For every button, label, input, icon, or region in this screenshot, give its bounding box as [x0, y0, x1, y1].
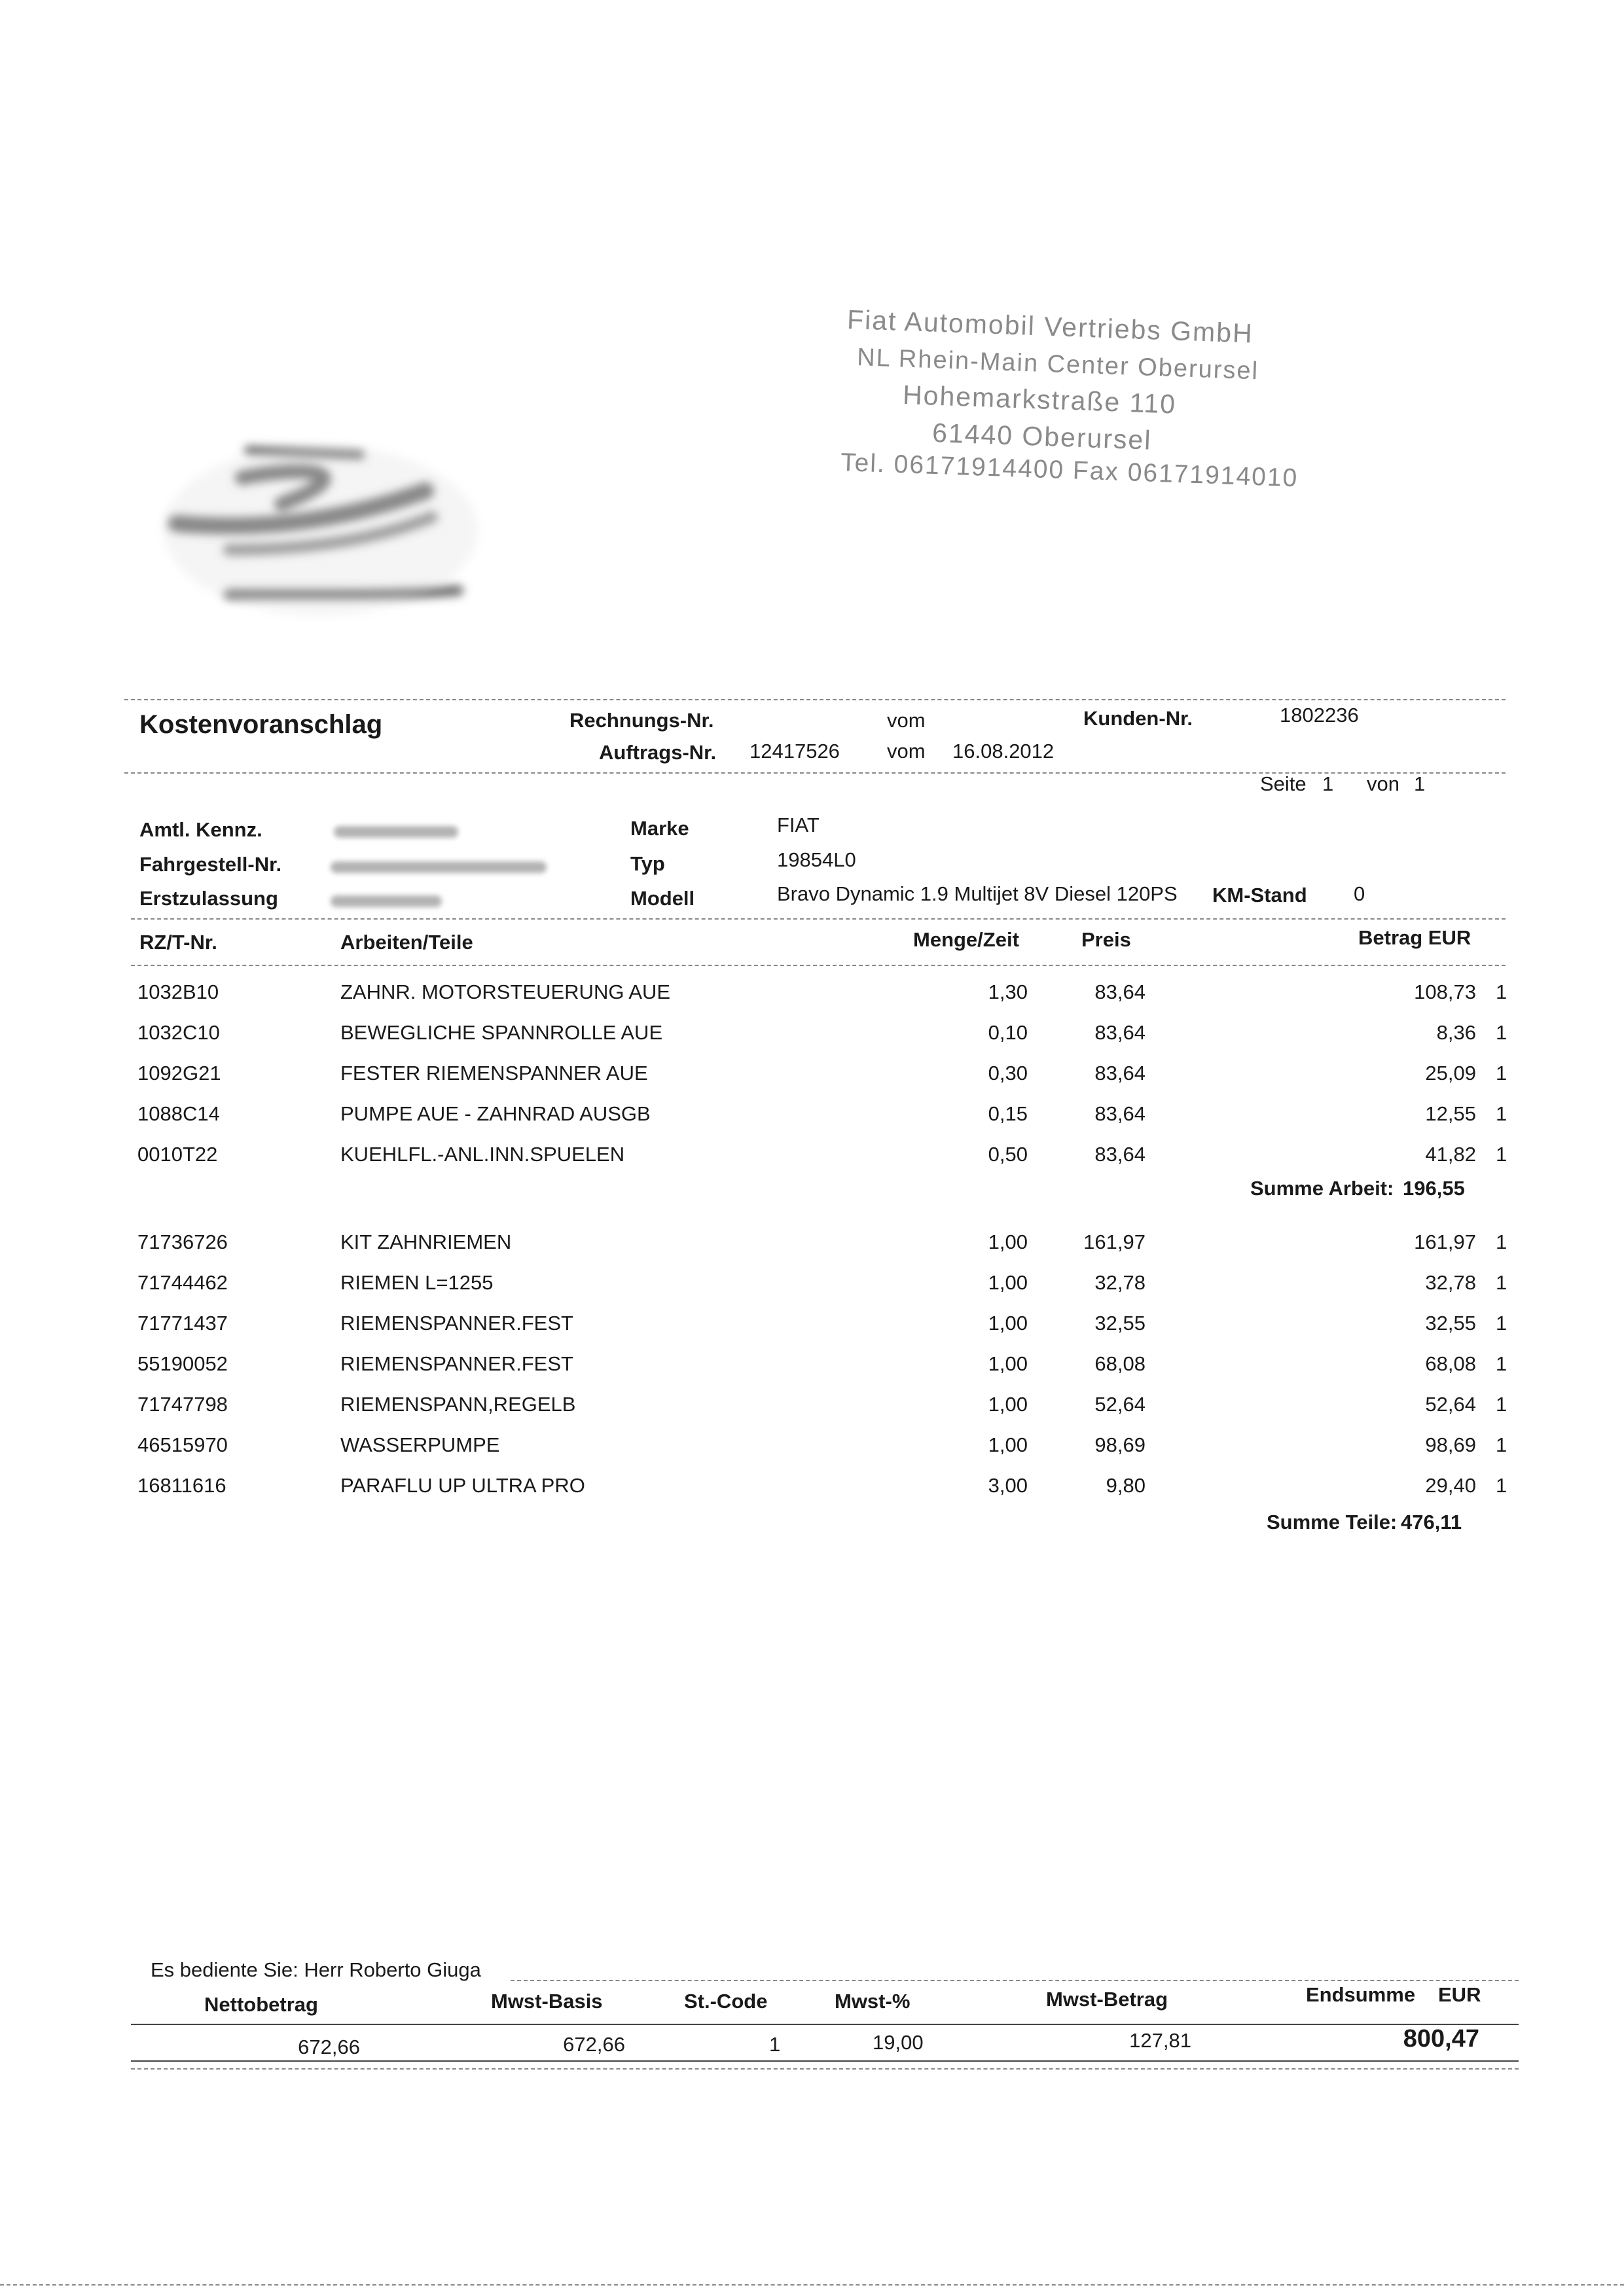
footer-header-endsumme: Endsumme — [1306, 1983, 1416, 2006]
dealer-phone-fax: Tel. 06171914400 Fax 06171914010 — [840, 448, 1299, 493]
table-row — [0, 1352, 1624, 1385]
row-price: 98,69 — [1094, 1433, 1146, 1456]
footer-header-mwst-pct: Mwst-% — [835, 1990, 911, 2013]
table-row — [0, 1062, 1624, 1094]
row-desc: WASSERPUMPE — [340, 1433, 500, 1456]
kennzeichen-label: Amtl. Kennz. — [139, 818, 262, 841]
row-desc: RIEMENSPANNER.FEST — [340, 1312, 573, 1335]
kunden-nr-label: Kunden-Nr. — [1083, 707, 1193, 730]
table-row — [0, 1230, 1624, 1263]
row-price: 83,64 — [1094, 1062, 1146, 1085]
row-flag: 1 — [1496, 1102, 1507, 1125]
marke-label: Marke — [630, 817, 689, 840]
km-stand-value: 0 — [1354, 882, 1365, 905]
row-qty: 0,50 — [988, 1143, 1028, 1166]
row-code: 1032C10 — [137, 1021, 220, 1044]
col-header-price: Preis — [1081, 928, 1131, 951]
row-desc: FESTER RIEMENSPANNER AUE — [340, 1062, 648, 1085]
labor-sum-label: Summe Arbeit: — [1250, 1177, 1394, 1200]
row-amount: 108,73 — [1414, 980, 1476, 1003]
row-flag: 1 — [1496, 1352, 1507, 1375]
table-row — [0, 1474, 1624, 1507]
row-code: 71771437 — [137, 1312, 228, 1335]
modell-value: Bravo Dynamic 1.9 Multijet 8V Diesel 120PS — [777, 882, 1178, 905]
row-flag: 1 — [1496, 1143, 1507, 1166]
col-header-desc: Arbeiten/Teile — [340, 931, 473, 954]
row-flag: 1 — [1496, 1393, 1507, 1416]
footer-header-mwst-basis: Mwst-Basis — [491, 1990, 603, 2013]
row-flag: 1 — [1496, 1271, 1507, 1294]
row-qty: 1,30 — [988, 980, 1028, 1003]
auftrags-vom-label: vom — [887, 740, 926, 762]
col-header-amount: Betrag EUR — [1358, 926, 1471, 949]
table-row — [0, 1021, 1624, 1054]
row-qty: 1,00 — [988, 1433, 1028, 1456]
row-flag: 1 — [1496, 980, 1507, 1003]
labor-sum-value: 196,55 — [1403, 1177, 1465, 1200]
row-price: 32,78 — [1094, 1271, 1146, 1294]
row-qty: 1,00 — [988, 1312, 1028, 1335]
rechnungs-nr-label: Rechnungs-Nr. — [569, 709, 714, 732]
row-desc: BEWEGLICHE SPANNROLLE AUE — [340, 1021, 663, 1044]
netto-value: 672,66 — [298, 2036, 360, 2058]
endsumme-value: 800,47 — [1403, 2025, 1479, 2053]
kennzeichen-redacted — [334, 826, 458, 838]
row-desc: RIEMENSPANNER.FEST — [340, 1352, 573, 1375]
erstzulassung-label: Erstzulassung — [139, 887, 278, 910]
col-header-code: RZ/T-Nr. — [139, 931, 217, 954]
row-desc: RIEMEN L=1255 — [340, 1271, 494, 1294]
row-desc: PUMPE AUE - ZAHNRAD AUSGB — [340, 1102, 651, 1125]
row-flag: 1 — [1496, 1021, 1507, 1044]
row-amount: 161,97 — [1414, 1230, 1476, 1253]
table-row — [0, 1102, 1624, 1135]
page-total: 1 — [1414, 772, 1426, 795]
mwst-betrag-value: 127,81 — [1129, 2029, 1191, 2052]
auftrags-nr-label: Auftrags-Nr. — [599, 741, 717, 764]
row-amount: 12,55 — [1425, 1102, 1476, 1125]
row-amount: 98,69 — [1425, 1433, 1476, 1456]
row-desc: KUEHLFL.-ANL.INN.SPUELEN — [340, 1143, 625, 1166]
row-qty: 1,00 — [988, 1352, 1028, 1375]
row-price: 9,80 — [1106, 1474, 1146, 1497]
row-price: 83,64 — [1094, 1143, 1146, 1166]
page-of-label: von — [1367, 772, 1399, 795]
row-flag: 1 — [1496, 1312, 1507, 1335]
row-code: 55190052 — [137, 1352, 228, 1375]
table-row — [0, 1393, 1624, 1426]
page-label: Seite — [1260, 772, 1307, 795]
kunden-nr-value: 1802236 — [1280, 704, 1359, 726]
footer-header-st-code: St.-Code — [684, 1990, 768, 2013]
auftrags-date: 16.08.2012 — [952, 740, 1055, 762]
mwst-pct-value: 19,00 — [873, 2031, 924, 2054]
row-price: 68,08 — [1094, 1352, 1146, 1375]
page-number: 1 — [1322, 772, 1334, 795]
row-price: 83,64 — [1094, 1102, 1146, 1125]
served-by: Es bediente Sie: Herr Roberto Giuga — [151, 1958, 481, 1981]
parts-sum-value: 476,11 — [1401, 1511, 1462, 1534]
row-flag: 1 — [1496, 1230, 1507, 1253]
fiat-logo — [151, 419, 491, 628]
row-amount: 32,55 — [1425, 1312, 1476, 1335]
row-amount: 25,09 — [1425, 1062, 1476, 1085]
row-amount: 29,40 — [1425, 1474, 1476, 1497]
row-code: 71736726 — [137, 1230, 228, 1253]
dealer-street: Hohemarkstraße 110 — [902, 380, 1177, 420]
row-qty: 0,30 — [988, 1062, 1028, 1085]
dealer-city: 61440 Oberursel — [931, 418, 1153, 456]
row-code: 71747798 — [137, 1393, 228, 1416]
dealer-branch: NL Rhein-Main Center Oberursel — [856, 344, 1259, 386]
row-code: 0010T22 — [137, 1143, 218, 1166]
mwst-basis-value: 672,66 — [563, 2033, 625, 2056]
table-row — [0, 1433, 1624, 1466]
footer-header-netto: Nettobetrag — [204, 1993, 318, 2016]
row-price: 161,97 — [1083, 1230, 1146, 1253]
col-header-qty: Menge/Zeit — [913, 928, 1019, 951]
footer-header-eur: EUR — [1438, 1983, 1481, 2006]
footer-header-mwst-betrag: Mwst-Betrag — [1046, 1988, 1168, 2011]
parts-sum-label: Summe Teile: — [1267, 1511, 1398, 1534]
row-code: 1088C14 — [137, 1102, 220, 1125]
row-amount: 8,36 — [1436, 1021, 1476, 1044]
dealer-name: Fiat Automobil Vertriebs GmbH — [846, 304, 1254, 349]
row-price: 83,64 — [1094, 980, 1146, 1003]
row-code: 1092G21 — [137, 1062, 221, 1085]
row-amount: 41,82 — [1425, 1143, 1476, 1166]
row-amount: 68,08 — [1425, 1352, 1476, 1375]
row-code: 71744462 — [137, 1271, 228, 1294]
auftrags-nr-value: 12417526 — [749, 740, 840, 762]
fahrgestell-label: Fahrgestell-Nr. — [139, 853, 282, 876]
row-price: 83,64 — [1094, 1021, 1146, 1044]
fahrgestell-redacted — [331, 861, 547, 873]
km-stand-label: KM-Stand — [1212, 884, 1307, 906]
row-amount: 32,78 — [1425, 1271, 1476, 1294]
typ-value: 19854L0 — [777, 848, 856, 871]
row-qty: 1,00 — [988, 1393, 1028, 1416]
table-row — [0, 980, 1624, 1013]
row-flag: 1 — [1496, 1433, 1507, 1456]
document-title: Kostenvoranschlag — [139, 710, 383, 739]
st-code-value: 1 — [769, 2033, 781, 2056]
row-desc: RIEMENSPANN,REGELB — [340, 1393, 576, 1416]
row-amount: 52,64 — [1425, 1393, 1476, 1416]
row-price: 32,55 — [1094, 1312, 1146, 1335]
row-desc: PARAFLU UP ULTRA PRO — [340, 1474, 585, 1497]
row-desc: KIT ZAHNRIEMEN — [340, 1230, 512, 1253]
erstzulassung-redacted — [331, 895, 442, 907]
row-qty: 3,00 — [988, 1474, 1028, 1497]
row-code: 16811616 — [137, 1474, 226, 1497]
table-row — [0, 1271, 1624, 1304]
row-qty: 0,10 — [988, 1021, 1028, 1044]
row-qty: 1,00 — [988, 1230, 1028, 1253]
row-price: 52,64 — [1094, 1393, 1146, 1416]
table-row — [0, 1312, 1624, 1344]
typ-label: Typ — [630, 852, 665, 875]
row-qty: 0,15 — [988, 1102, 1028, 1125]
row-flag: 1 — [1496, 1474, 1507, 1497]
row-flag: 1 — [1496, 1062, 1507, 1085]
row-code: 1032B10 — [137, 980, 219, 1003]
marke-value: FIAT — [777, 814, 820, 836]
modell-label: Modell — [630, 887, 695, 910]
row-code: 46515970 — [137, 1433, 228, 1456]
row-desc: ZAHNR. MOTORSTEUERUNG AUE — [340, 980, 671, 1003]
rechnungs-vom-label: vom — [887, 709, 926, 732]
table-row — [0, 1143, 1624, 1175]
row-qty: 1,00 — [988, 1271, 1028, 1294]
